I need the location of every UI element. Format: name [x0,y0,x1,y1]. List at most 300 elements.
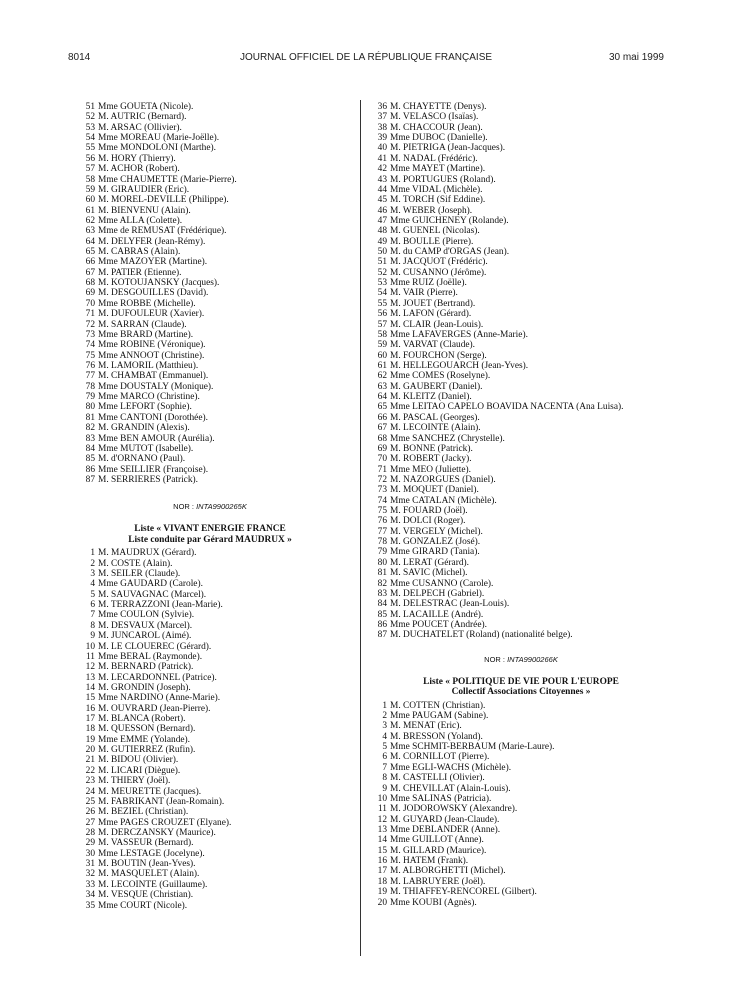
candidate-rank: 12 [85,662,95,673]
candidate-row [371,175,671,185]
list-title: Liste « VIVANT ENERGIE FRANCE [134,524,286,535]
candidate-row [371,195,671,205]
candidate-row [79,579,341,589]
candidate-rank: 69 [85,288,95,299]
candidate-name: M. VAIR (Pierre). [390,288,458,299]
list-subtitle: Liste conduite par Gérard MAUDRUX » [128,534,292,545]
candidate-name: Mme POUCET (Andrée). [390,619,487,630]
nor-label: NOR : [484,654,505,664]
candidate-row [371,402,671,412]
candidate-row [79,849,341,859]
candidate-row [371,226,671,236]
candidate-name: Mme DUBOC (Danielle). [390,133,488,144]
candidate-name: M. DESVAUX (Marcel). [98,620,193,631]
candidate-rank: 9 [382,783,387,794]
candidate-rank: 74 [377,495,387,506]
candidate-row [371,825,671,835]
candidate-name: M. AUTRIC (Bernard). [98,112,187,123]
candidate-rank: 9 [90,631,95,642]
candidate-name: M. BOULLE (Pierre). [390,236,474,247]
candidate-name: Mme LEFORT (Sophie). [98,402,192,413]
candidate-name: M. SARRAN (Claude). [98,319,187,330]
candidate-name: M. FOURCHON (Serge). [390,350,487,361]
candidate-name: Mme RUIZ (Joëlle). [390,278,467,289]
candidate-row [371,506,671,516]
candidate-row [371,784,671,794]
candidate-row [371,123,671,133]
candidate-row [79,548,341,558]
candidate-name: M. GIRAUDIER (Eric). [98,184,190,195]
candidate-rank: 86 [377,619,387,630]
candidate-row [79,454,341,464]
candidate-name: Mme ROBBE (Michelle). [98,298,196,309]
candidate-rank: 32 [85,869,95,880]
candidate-rank: 53 [85,122,95,133]
candidate-row [371,794,671,804]
candidate-row [371,102,671,112]
candidate-row [79,434,341,444]
candidate-name: M. TORCH (Sif Eddine). [390,195,486,206]
candidate-rank: 52 [85,112,95,123]
candidate-row [371,154,671,164]
candidate-name: M. BLANCA (Robert). [98,714,186,725]
candidate-name: Mme CATALAN (Michèle). [390,495,497,506]
candidate-name: M. KLEITZ (Daniel). [390,392,472,403]
candidate-rank: 37 [377,112,387,123]
candidate-name: M. HORY (Thierry). [98,153,176,164]
candidate-rank: 68 [377,433,387,444]
candidate-name: Mme EMME (Yolande). [98,734,191,745]
candidate-name: M. CHEVILLAT (Alain-Louis). [390,783,511,794]
candidate-rank: 18 [377,876,387,887]
candidate-name: M. SAUVAGNAC (Marcel). [98,589,207,600]
candidate-name: M. JODOROWSKY (Alexandre). [390,804,518,815]
candidate-name: M. MAUDRUX (Gérard). [98,548,197,559]
candidate-row [79,475,341,485]
candidate-row [79,268,341,278]
candidate-row [371,351,671,361]
candidate-name: Mme COMES (Roselyne). [390,371,491,382]
candidate-rank: 10 [85,641,95,652]
candidate-row [79,880,341,890]
candidate-rank: 56 [377,309,387,320]
candidate-row [371,340,671,350]
candidate-rank: 81 [85,412,95,423]
candidate-rank: 79 [85,392,95,403]
candidate-name: M. GUYARD (Jean-Claude). [390,814,500,825]
candidate-row [79,559,341,569]
candidate-name: M. TERRAZZONI (Jean-Marie). [98,600,223,611]
candidate-name: M. LECARDONNEL (Patrice). [98,672,217,683]
candidate-rank: 54 [85,133,95,144]
candidate-rank: 57 [377,319,387,330]
candidate-rank: 76 [377,516,387,527]
candidate-name: Mme ANNOOT (Christine). [98,350,205,361]
candidate-rank: 7 [382,762,387,773]
candidate-row [79,371,341,381]
candidate-name: M. LE CLOUEREC (Gérard). [98,641,212,652]
candidate-name: M. SERRIERES (Patrick). [98,474,198,485]
candidate-row [79,257,341,267]
candidate-row [79,787,341,797]
candidate-row [79,154,341,164]
candidate-row [371,630,671,640]
candidate-name: Mme BEN AMOUR (Aurélia). [98,433,215,444]
candidate-name: M. NADAL (Frédéric). [390,153,478,164]
candidate-row [79,278,341,288]
candidate-row [79,901,341,911]
candidate-rank: 55 [85,143,95,154]
candidate-name: M. NAZORGUES (Daniel). [390,474,496,485]
candidate-rank: 3 [382,721,387,732]
candidate-name: M. DELPECH (Gabriel). [390,588,485,599]
candidate-name: Mme CHAUMETTE (Marie-Pierre). [98,174,237,185]
candidate-name: Mme SCHMIT-BERBAUM (Marie-Laure). [390,742,555,753]
right-column [371,102,671,908]
candidate-name: Mme LAFAVERGES (Anne-Marie). [390,329,528,340]
candidate-rank: 15 [85,693,95,704]
candidate-rank: 7 [90,610,95,621]
candidate-name: M. HELLEGOUARCH (Jean-Yves). [390,360,529,371]
candidate-rank: 58 [377,329,387,340]
candidate-name: M. JOUET (Bertrand). [390,298,476,309]
candidate-name: Mme ROBINE (Véronique). [98,340,206,351]
candidate-name: Mme NARDINO (Anne-Marie). [98,693,221,704]
candidate-rank: 82 [377,578,387,589]
candidate-name: M. DOLCI (Roger). [390,516,466,527]
candidate-row [371,721,671,731]
candidate-rank: 19 [85,734,95,745]
candidate-name: Mme GAUDARD (Carole). [98,579,203,590]
candidate-row [79,206,341,216]
candidate-name: M. HATEM (Frank). [390,856,469,867]
candidate-row [79,828,341,838]
candidate-row [371,516,671,526]
candidate-row [371,866,671,876]
candidate-rank: 59 [377,340,387,351]
candidate-name: M. GILLARD (Maurice). [390,845,487,856]
candidate-name: M. FABRIKANT (Jean-Romain). [98,796,225,807]
candidate-row [79,102,341,112]
candidate-row [371,815,671,825]
candidate-rank: 45 [377,195,387,206]
candidate-name: M. BEZIEL (Christian). [98,807,189,818]
left-column [79,102,341,911]
nor-code: INTA9900266K [507,654,558,664]
candidate-name: M. du CAMP d'ORGAS (Jean). [390,247,510,258]
candidate-rank: 61 [85,205,95,216]
candidate-name: M. DUCHATELET (Roland) (nationalité belge). [390,630,573,641]
candidate-rank: 20 [85,745,95,756]
candidate-name: Mme GUILLOT (Anne). [390,835,484,846]
candidate-name: M. LAFON (Gérard). [390,309,472,320]
candidate-row [371,288,671,298]
candidate-rank: 60 [377,350,387,361]
candidate-name: M. BIENVENU (Alain). [98,205,191,216]
candidate-name: Mme MOREAU (Marie-Joëlle). [98,133,220,144]
candidate-rank: 29 [85,838,95,849]
candidate-name: M. LICARI (Diègue). [98,765,181,776]
candidate-row [79,382,341,392]
candidate-rank: 40 [377,143,387,154]
candidate-name: Mme BRARD (Martine). [98,329,194,340]
candidate-name: M. VERGELY (Michel). [390,526,483,537]
candidate-row [79,859,341,869]
candidate-row [371,257,671,267]
candidate-rank: 57 [85,164,95,175]
candidate-row [371,485,671,495]
issue-date: 30 mai 1999 [608,52,664,63]
candidate-rank: 47 [377,215,387,226]
candidate-row [371,898,671,908]
candidate-name: M. DELYFER (Jean-Rémy). [98,236,206,247]
candidate-row [79,610,341,620]
candidate-name: M. CHACCOUR (Jean). [390,122,483,133]
candidate-row [79,642,341,652]
candidate-name: M. VASSEUR (Bernard). [98,838,194,849]
candidate-row [371,309,671,319]
candidate-name: M. BERNARD (Patrick). [98,662,194,673]
candidate-name: Mme BERAL (Raymonde). [98,651,203,662]
candidate-rank: 65 [377,402,387,413]
candidate-row [79,185,341,195]
candidate-row [371,382,671,392]
candidate-list [79,548,341,911]
candidate-rank: 63 [377,381,387,392]
candidate-row [371,444,671,454]
candidate-name: M. GAUBERT (Daniel). [390,381,483,392]
candidate-row [79,631,341,641]
candidate-row [79,776,341,786]
candidate-name: M. BIDOU (Olivier). [98,755,179,766]
candidate-name: M. CABRAS (Alain). [98,247,181,258]
candidate-rank: 70 [85,298,95,309]
candidate-rank: 78 [85,381,95,392]
candidate-name: M. CHAMBAT (Emmanuel). [98,371,209,382]
candidate-rank: 60 [85,195,95,206]
candidate-row [371,164,671,174]
candidate-rank: 48 [377,226,387,237]
candidate-name: Mme COULON (Sylvie). [98,610,195,621]
candidate-rank: 44 [377,184,387,195]
candidate-row [79,392,341,402]
candidate-rank: 39 [377,133,387,144]
candidate-name: M. LECOINTE (Guillaume). [98,879,208,890]
candidate-name: Mme LEITAO CAPELO BOAVIDA NACENTA (Ana Luisa). [390,402,624,413]
candidate-name: M. DESGOUILLES (David). [98,288,209,299]
candidate-name: M. PASCAL (Georges). [390,412,480,423]
candidate-name: Mme SEILLIER (Françoise). [98,464,209,475]
candidate-row [79,724,341,734]
candidate-row [79,807,341,817]
candidate-rank: 27 [85,817,95,828]
candidate-rank: 10 [377,793,387,804]
candidate-name: M. CLAIR (Jean-Louis). [390,319,484,330]
candidate-rank: 71 [377,464,387,475]
candidate-rank: 83 [377,588,387,599]
candidate-name: M. PATIER (Etienne). [98,267,182,278]
candidate-rank: 86 [85,464,95,475]
candidate-rank: 8 [90,620,95,631]
candidate-rank: 21 [85,755,95,766]
candidate-name: M. SEILER (Claude). [98,569,181,580]
candidate-row [79,164,341,174]
candidate-name: M. KOTOUJANSKY (Jacques). [98,278,220,289]
candidate-row [371,558,671,568]
candidate-row [371,320,671,330]
candidate-rank: 38 [377,122,387,133]
candidate-rank: 13 [377,825,387,835]
candidate-row [79,590,341,600]
candidate-rank: 31 [85,859,95,870]
candidate-name: M. GRONDIN (Joseph). [98,682,191,693]
candidate-name: Mme ALLA (Colette). [98,215,183,226]
candidate-rank: 77 [85,371,95,382]
candidate-name: M. JUNCAROL (Aimé). [98,631,192,642]
candidate-rank: 51 [85,102,95,112]
candidate-name: M. QUESSON (Bernard). [98,724,196,735]
candidate-row [371,361,671,371]
candidate-name: M. THIERY (Joël). [98,776,171,787]
candidate-row [371,413,671,423]
candidate-row [79,818,341,828]
candidate-rank: 8 [382,773,387,784]
candidate-rank: 55 [377,298,387,309]
candidate-row [371,773,671,783]
candidate-rank: 22 [85,765,95,776]
candidate-rank: 67 [85,267,95,278]
candidate-row [79,247,341,257]
candidate-rank: 65 [85,247,95,258]
candidate-rank: 84 [85,443,95,454]
candidate-row [371,133,671,143]
candidate-row [371,278,671,288]
candidate-name: Mme LESTAGE (Jocelyne). [98,848,205,859]
candidate-row [79,683,341,693]
candidate-name: M. MASQUELET (Alain). [98,869,200,880]
candidate-rank: 75 [377,506,387,517]
candidate-name: Mme SALINAS (Patricia). [390,793,492,804]
candidate-rank: 6 [382,752,387,763]
candidate-rank: 2 [382,711,387,722]
candidate-rank: 1 [382,700,387,711]
list-title: Liste « POLITIQUE DE VIE POUR L'EUROPE [423,676,619,687]
candidate-rank: 72 [377,474,387,485]
candidate-row [79,704,341,714]
candidate-rank: 71 [85,309,95,320]
candidate-rank: 14 [377,835,387,846]
page-number: 8014 [68,52,91,63]
candidate-rank: 80 [85,402,95,413]
candidate-row [79,838,341,848]
candidate-row [79,288,341,298]
candidate-rank: 20 [377,897,387,908]
candidate-name: Mme DOUSTALY (Monique). [98,381,214,392]
candidate-row [371,299,671,309]
candidate-rank: 72 [85,319,95,330]
candidate-row [79,600,341,610]
candidate-name: Mme GOUETA (Nicole). [98,102,194,112]
candidate-row [371,330,671,340]
candidate-name: Mme GUICHENEY (Rolande). [390,215,509,226]
candidate-row [79,402,341,412]
candidate-name: M. ACHOR (Robert). [98,164,180,175]
candidate-rank: 19 [377,887,387,898]
candidate-name: M. VARVAT (Claude). [390,340,476,351]
candidate-rank: 14 [85,682,95,693]
candidate-row [79,299,341,309]
candidate-row [371,846,671,856]
candidate-row [371,143,671,153]
candidate-rank: 34 [85,890,95,901]
candidate-rank: 1 [90,548,95,559]
candidate-rank: 76 [85,360,95,371]
candidate-row [79,890,341,900]
candidate-name: Mme MAYET (Martine). [390,164,486,175]
nor-reference [371,655,671,665]
journal-title: JOURNAL OFFICIEL DE LA RÉPUBLIQUE FRANÇAISE [239,52,493,63]
candidate-list [371,102,671,641]
candidate-list [79,102,341,485]
candidate-row [371,371,671,381]
candidate-rank: 33 [85,879,95,890]
candidate-rank: 43 [377,174,387,185]
candidate-name: M. LECOINTE (Alain). [390,423,481,434]
candidate-row [79,465,341,475]
candidate-name: M. GONZALEZ (José). [390,537,481,548]
candidate-name: M. GUTIERREZ (Rufin). [98,745,196,756]
candidate-rank: 17 [377,866,387,877]
candidate-rank: 30 [85,848,95,859]
candidate-row [79,569,341,579]
candidate-rank: 64 [377,392,387,403]
candidate-rank: 64 [85,236,95,247]
candidate-name: M. MEURETTE (Jacques). [98,786,202,797]
candidate-row [371,763,671,773]
candidate-rank: 25 [85,796,95,807]
candidate-name: Mme CUSANNO (Carole). [390,578,494,589]
candidate-row [79,361,341,371]
candidate-name: M. ALBORGHETTI (Michel). [390,866,506,877]
candidate-name: M. ARSAC (Ollivier). [98,122,182,133]
candidate-rank: 35 [85,900,95,911]
candidate-rank: 54 [377,288,387,299]
candidate-rank: 6 [90,600,95,611]
candidate-rank: 83 [85,433,95,444]
candidate-row [79,123,341,133]
candidate-row [79,755,341,765]
candidate-rank: 15 [377,845,387,856]
candidate-rank: 26 [85,807,95,818]
candidate-name: M. CUSANNO (Jérôme). [390,267,487,278]
candidate-row [371,247,671,257]
candidate-rank: 3 [90,569,95,580]
candidate-name: Mme GIRARD (Tania). [390,547,480,558]
candidate-row [371,589,671,599]
candidate-rank: 4 [382,731,387,742]
candidate-name: M. THIAFFEY-RENCOREL (Gilbert). [390,887,537,898]
candidate-name: M. OUVRARD (Jean-Pierre). [98,703,211,714]
candidate-name: M. DERCZANSKY (Maurice). [98,828,216,838]
candidate-row [79,869,341,879]
candidate-rank: 73 [377,485,387,496]
candidate-row [371,887,671,897]
candidate-name: Mme EGLI-WACHS (Michèle). [390,762,512,773]
candidate-rank: 81 [377,568,387,579]
candidate-rank: 66 [377,412,387,423]
candidate-row [79,693,341,703]
candidate-name: M. PORTUGUES (Roland). [390,174,496,185]
